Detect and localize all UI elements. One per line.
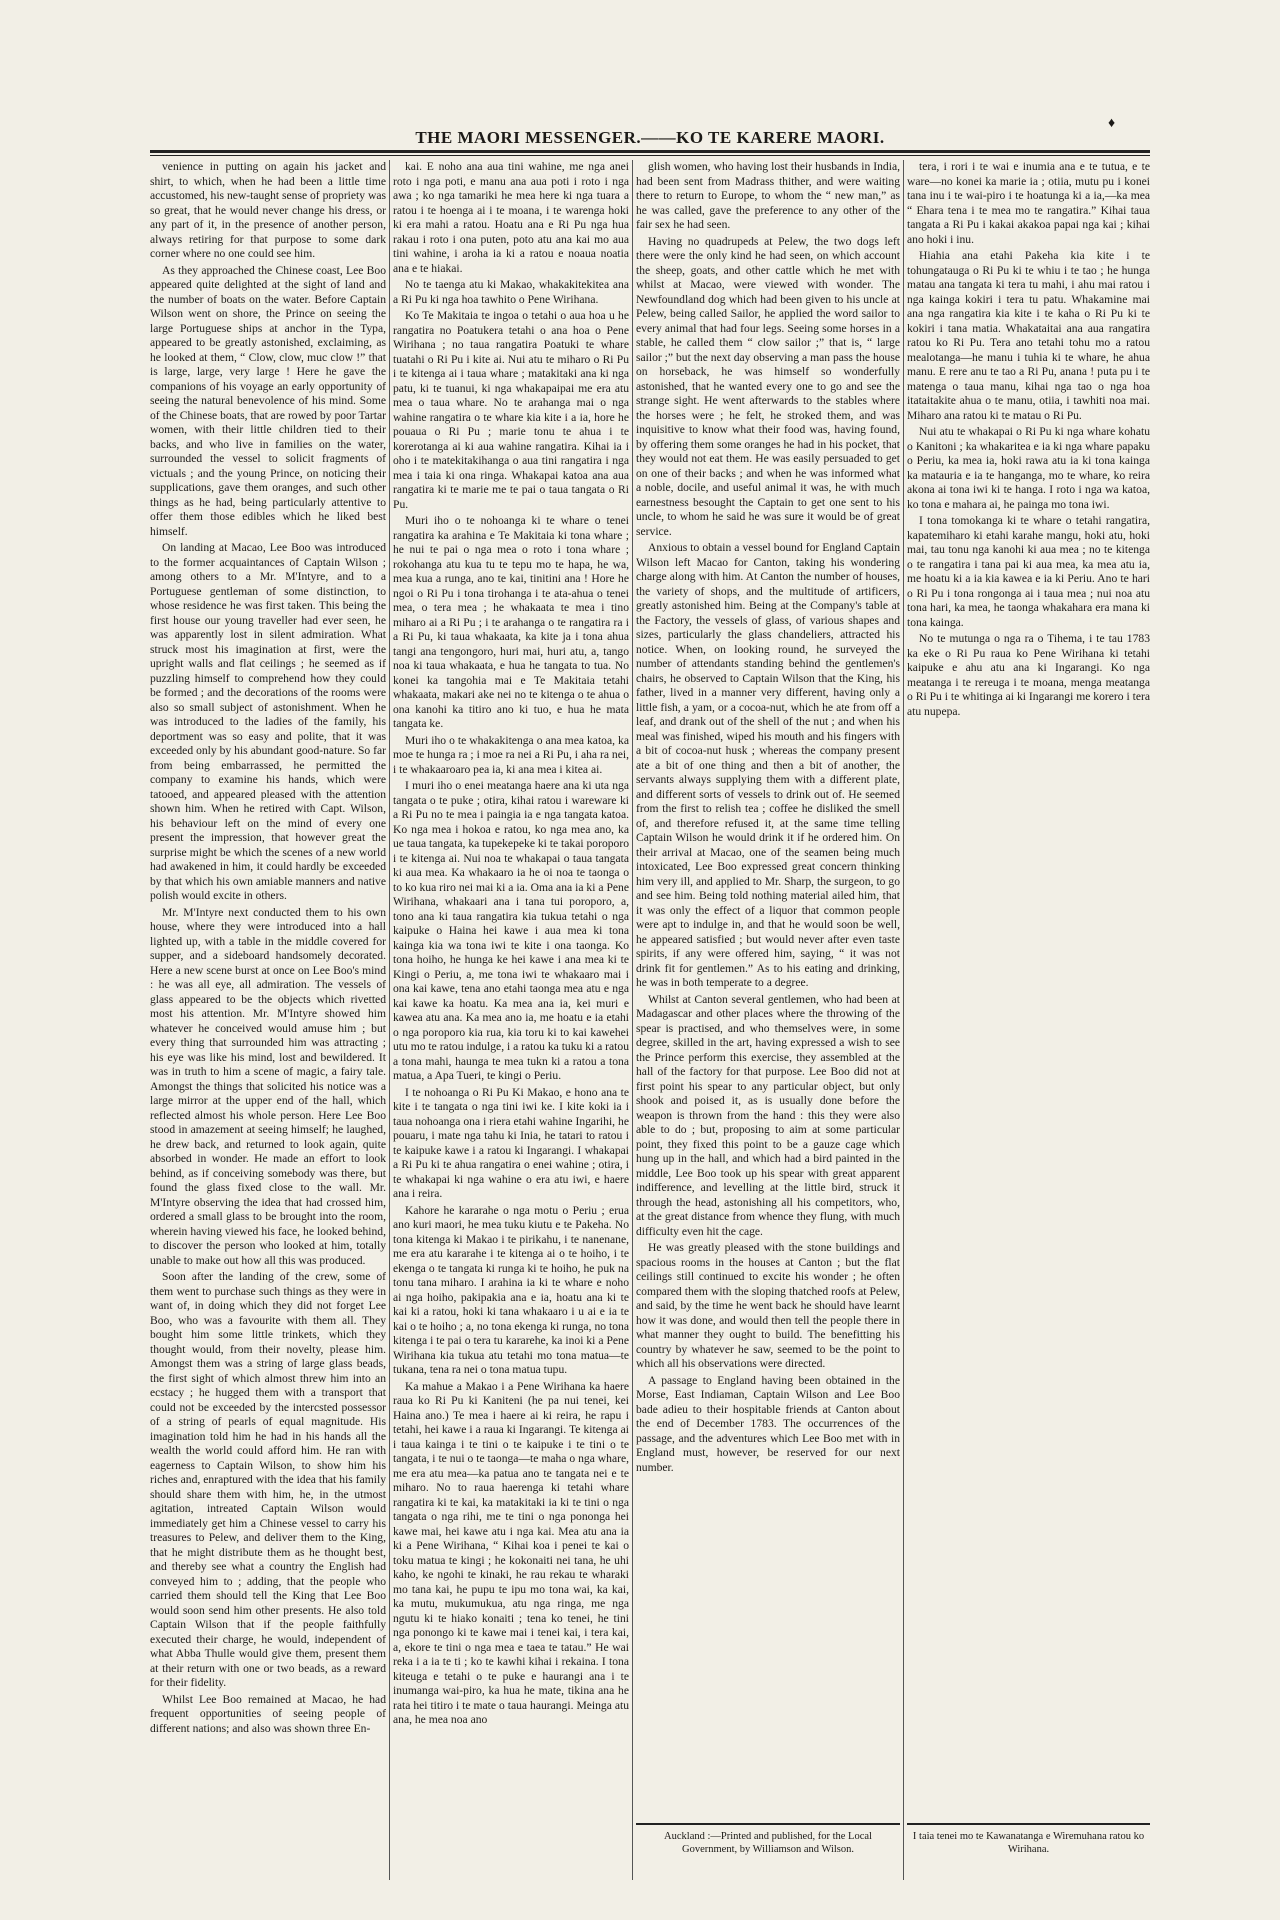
masthead-rule-thin [150,155,1150,156]
column-maori-2 [907,160,1150,820]
paragraph: venience in putting on again his jacket and shirt, to which, when he had been a little time accustomed, his new-taught sense of propriety was so great, that he would never change his dress, or any part of it, in the presence of another person, always retiring for that purpose to some dark corner where no one could see him. [150,160,386,260]
paragraph: Muri iho o te nohoanga ki te whare o tenei rangatira ka arahina e Te Makitaia ki tona whare ; he nui te pai o nga mea o roto i tona whare ; rokohanga atu kua tu te tepu mo te hapa, he wa, mea kua a runga, ano te kai, tinitini ana ! Hore he ngoi o Ri Pu i tona tirohanga i te ata-ahua o tenei mea, o tera mea ; he whakaata te mea i tino miharo ai a Ri Pu ; i te arahanga o te rangatira ra i a Ri Pu, ki taua whakaata, ka kite ja i tona ahua tangi ana tengongoro, huri mai, huri atu, a, tango noa ki taua whakaata, e hua he tangata to tua. No konei ka tangohia mai e Te Makitaia tetahi whakaata, makari ake nei no te kitenga o te ahua o ona kanohi ka titiro ano ki tuo, e hua he mata tangata ke. [393,514,629,730]
paragraph: On landing at Macao, Lee Boo was introduced to the former acquaintances of Captain Wilson ; among others to a Mr. M'Intyre, and to a Portuguese gentleman of some distinction, to whose residence he was first taken. This being the first house our young traveller had ever seen, he was apparently lost in silent admiration. What struck most his imagination at first, were the upright walls and flat ceilings ; he seemed as if puzzling himself to comprehend how they could be formed ; and the decorations of the rooms were also so small subject of astonishment. When he was introduced to the ladies of the family, his deportment was so easy and polite, that it was exceeded only by his abundant good-nature. So far from being embarrassed, he permitted the company to examine his hands, which were tatooed, and appeared pleased with the attention shown him. When he retired with Capt. Wilson, his behaviour left on the mind of every one present the impression, that however great the surprise might be which the scenes of a new world had awakened in him, it could hardly be exceeded by that which his own amiable manners and native polish would excite in others. [150,541,386,902]
paragraph: I tona tomokanga ki te whare o tetahi rangatira, kapatemiharo ki etahi karahe mangu, hoki atu, hoki mai, tau tonu nga kanohi ki aua mea ; no te kitenga o te rangatira i tana pai ki aua mea, ka mea atu ia, me hoatu ki a ia kia kawea e ia ki Periu. Ano te hari o Ri Pu i tona rongonga ai i taua mea ; nui noa atu tona hari, ka mea, he taonga whakahara era mana ki tona kainga. [907,514,1150,629]
imprint-english: Auckland :—Printed and published, for the Local Government, by Williamson and Wilson. [664,1831,872,1855]
paragraph: Hiahia ana etahi Pakeha kia kite i te tohungatauga o Ri Pu ki te whiu i te tao ; he hunga matau ana tangata ki tera tu mahi, i ahu mai ratou i nga kainga kokiri i tera tu patu. Whakamine mai ana nga rangatira kia kite i te kaha o Ri Pu ki te kokiri i tana matia. Whakataitai ana aua rangatira ratou ko Ri Pu. Tera ano tetahi tohu mo a ratou mealotanga—he manu i tuhia ki te whare, he ahua manu. E rere anu te tao a Ri Pu, anana ! puta pu i te matenga o taua manu, kihai nga tao o nga hoa itataitakite ahua o te manu, otiia, i tawhiti noa mai. Miharo ana ratou ki te matau o Ri Pu. [907,249,1150,422]
column-english-1 [150,160,386,1880]
paragraph: As they approached the Chinese coast, Lee Boo appeared quite delighted at the sight of land and the number of boats on the water. Before Captain Wilson went on shore, the Prince on seeing the large Portuguese ships at anchor in the Typa, appeared to be greatly astonished, exclaiming, as he looked at them, “ Clow, clow, muc clow !” that is large, large, very large ! Here he gave the companions of his voyage an early opportunity of seeing the natural benevolence of his mind. Some of the Chinese boats, that are rowed by poor Tartar women, with their little children tied to their backs, and who live in families on the water, surrounded the vessel to solicit fragments of victuals ; and the young Prince, on noticing their supplications, gave them oranges, and such other things as he had, being particularly attentive to offer them those edibles which he liked best himself. [150,263,386,538]
masthead-rule [150,150,1150,153]
paragraph: Nui atu te whakapai o Ri Pu ki nga whare kohatu o Kanitoni ; ka whakaritea e ia ki nga whare papaku o Periu, ka mea ia, hoki rawa atu ia ki tona kainga ka matauria e ia te hangangа, mo te whare, ko reira akona ai tona iwi ki te hanga. I roto i nga wa katoa, ko tona e mahara ai, he painga mo tona iwi. [907,425,1150,511]
paragraph: Whilst at Canton several gentlemen, who had been at Madagascar and other places where the throwing of the spear is practised, and who themselves were, in some degree, skilled in the art, having expressed a wish to see the Prince perform this exercise, they assembled at the hall of the factory for that purpose. Lee Boo did not at first point his spear to any particular object, but only shook and poised it, as is usually done before the weapon is thrown from the hand : this they were also able to do ; but, proposing to aim at some particular point, they fixed this point to be a gauze cage which hung up in the hall, and which had a bird painted in the middle, Lee Boo took up his spear with great apparent indifference, and levelling at the little bird, struck it through the head, astonishing all his competitors, who, at the great distance from whence they flung, with much difficulty even hit the cage. [636,992,900,1238]
column-divider [389,160,390,1880]
paragraph: Having no quadrupeds at Pelew, the two dogs left there were the only kind he had seen, on which account the sheep, goats, and other cattle which he met with whilst at Macao, were viewed with wonder. The Newfoundland dog which had been given to his uncle at Pelew, being called Sailor, he applied the word sailor to every animal that had four legs. Seeing some horses in a stable, he called them “ clow sailor ;” that is, “ large sailor ;” but the next day observing a man pass the house on horseback, he was himself so wonderfully astonished, that he wanted every one to go and see the strange sight. He went afterwards to the stables where the horses were ; he felt, he stroked them, and was inquisitive to know what their food was, having found, by offering them some oranges he had in his pocket, that they would not eat them. He was easily persuaded to get on one of their backs ; and when he was informed what a noble, docile, and useful animal it was, he with much earnestness besought the Captain to get one sent to his uncle, to whom he said he was sure it would be of great service. [636,234,900,538]
paragraph: Mr. M'Intyre next conducted them to his own house, where they were introduced into a hall lighted up, with a table in the middle covered for supper, and a sideboard handsomely decorated. Here a new scene burst at once on Lee Boo's mind : he was all eye, all admiration. The vessels of glass appeared to be the objects which rivetted most his attention. Mr. M'Intyre showed him whatever he conceived would amuse him ; but every thing that surrounded him was attracting ; his eye was like his mind, lost and bewildered. It was in truth to him a scene of magic, a fairy tale. Amongst the things that solicited his notice was a large mirror at the upper end of the hall, which reflected almost his whole person. Here Lee Boo stood in amazement at seeing himself; he laughed, he drew back, and returned to look again, quite absorbed in wonder. He made an effort to look behind, as if conceiving somebody was there, but found the glass fixed close to the wall. Mr. M'Intyre observing the idea that had crossed him, ordered a small glass to be brought into the room, wherein having viewed his face, he looked behind, to discover the person who looked at him, totally unable to make out how all this was produced. [150,905,386,1267]
paragraph: No te taenga atu ki Makao, whakakitekitea ana a Ri Pu ki nga hoa tawhito o Pene Wirihana. [393,278,629,306]
paragraph: I muri iho o enei meatanga haere ana ki uta nga tangata o te puke ; otira, kihai ratou i wareware ki a Ri Pu no te mea i paingia ia e nga tangata katoa. Ko nga mea i hokoa e ratou, ko nga mea ano, ka ue taua tangata, ka tupekepeke ki te takai poroporo i te kitenga ai. Nui noa te whakapai o taua tangata ki aua mea. Ka whakaaro ia he oi noa te taonga o to ko kua riro nei mai ki a ia. Oma ana ia ki a Pene Wirihana, whakaari ana i tana tui poroporo, a, tono ana ki taua rangatira kia tukua tetahi o nga kaipuke o Haina hei kawe i aua mea ki tona kainga kia wa tona iwi te kite i ona taonga. Ko tona hoiho, he hunga ke hei kawe i ana mea ki te Kingi o Periu, a, me tona iwi te whakaaro mai i ona kai kawe, tena ano etahi taonga mea atu e nga kai kawe ka hoatu. Ka mea ana ia, kei muri e kawea atu ana. Ka mea ano ia, me hoatu e ia etahi o nga poroporo kia rua, kia toru ki to kai kawehei utu mo te ratou indulge, i a ratou ka tuku ki a ratou a tona mahi, haunga te mea tukn ki a ratou a tona matua, a Apa Tueri, te kingi o Periu. [393,779,629,1082]
column-divider [903,160,904,1880]
paragraph: kai. E noho ana aua tini wahine, me nga anei roto i nga poti, e manu ana aua poti i roto i nga awa ; ko nga tamariki he mea here ki nga tuara a ratou i te hoenga ai i te moana, i te warenga hoki ki era mahi a ratou. Hoatu ana e Ri Pu nga hua rakau i roto i ona puten, poto atu ana kai mo aua tini wahine, i aroha ia ki a ratou e noaua noatia ana e te hiakai. [393,160,629,275]
paragraph: glish women, who having lost their husbands in India, had been sent from Madrass thither, and were waiting there to return to Europe, to whom the “ new man,” as he was called, gave the preference to any other of the fair sex he had seen. [636,160,900,231]
paragraph: Muri iho o te whakakitenga o ana mea katoa, ka moe te hunga ra ; i moe ra nei a Ri Pu, i aha ra nei, i te whakaaroaro pea ia, ki ana mea i kitea ai. [393,733,629,776]
imprint-rule-left [636,1823,900,1825]
paragraph: Whilst Lee Boo remained at Macao, he had frequent opportunities of seeing people of different nations; and also was shown three En- [150,1692,386,1735]
column-english-2 [636,160,900,1880]
paragraph: tera, i rori i te wai e inumia ana e te tutua, e te ware—no konei ka marie ia ; otiia, mutu pu i konei tana inu i te wai-piro i te hoatunga ki a ia,—ka mea “ Ehara tena i te mea mo te rangatira.” Kihai taua tangata a Ri Pu i kakai akakoa papai nga kai ; kihai ano hoki i inu. [907,160,1150,246]
imprint-maori: I taia tenei mo te Kawanatanga e Wiremuhana ratou ko Wirihana. [912,1831,1145,1855]
paragraph: A passage to England having been obtained in the Morse, East Indiaman, Captain Wilson and Lee Boo bade adieu to their hospitable friends at Canton about the end of December 1783. The occurrences of the passage, and the adventures which Lee Boo met with in England must, however, be reserved for our next number. [636,1373,900,1474]
paragraph: Ka mahue a Makao i a Pene Wirihana ka haere raua ko Ri Pu ki Kaniteni (he pa nui tenei, kei Haina ano.) Te mea i haere ai ki reira, he rapu i tetahi, hei kawe i a raua ki Ingarangi. Te kitenga ai i taua kainga i te tini o te kaipuke i te tini o te tangata, i te nui o te taonga—te maha o nga whare, me era atu mea—ka patua ano te tangata nei e te miharo. No to raua haerenga ki tetahi whare rangatira ki te kai, ka matakitaki ia ki te tini o nga tangata o nga rihi, me te tini o nga pononga hei kawe mai, hei kawe atu i nga kai. Mea atu ana ia ki a Pene Wirihana, “ Kihai koa i penei te kai o toku matua te kingi ; he kokonaiti nei tana, he uhi kaho, ke ngohi te kinaki, he rau rekau te wharaki mo tana kai, he pupu te ipu mo tona wai, ka kai, ka mutu, mukumukua, atu nga ringa, me nga ngutu ki te hiako konaiti ; tena ko tenei, he tini nga ponongo ki te kawe mai i tenei kai, i tera kai, a, ekore te tini o nga mea e taea te tatau.” He wai reka i a ia te ti ; ko te kawhi kihai i rekaina. I tona kiteuga e tetahi o te puke e haurangi ana i te inumanga wai-piro, ka hua he mate, tikina ana he rata hei titiro i te mate o taua haurangi. Meinga atu ana, he mea noa ano [393,1379,629,1726]
paragraph: Kahore he kararahe o nga motu o Periu ; erua ano kuri maori, he mea tuku kiutu e te Pakeha. No tona kitenga ki Makao i te pirikahu, i te nanenane, me era atu kararahe i te kitenga ai o te hoiho, i te ekenga o te tangata ki runga ki te hoiho, he puk na tonu tana miharo. I arahina ia ki te whare e noho ai nga hoiho, pakipakia ana e ia, hoatu ana ki te kai ki a ratou, hoki ki tana whakaaro i u ai e ia te kai o te hoiho ; a, no tona ekenga ki runga, no tona kitenga i te pai o tera tu kararehe, ka inoi ki a Pene Wirihana kia tukua atu tetahi mo tona matua—te tukana, tena ra nei o tona matua tupu. [393,1203,629,1376]
paragraph: I te nohoanga o Ri Pu Ki Makao, e hono ana te kite i te tangata o nga tini iwi ke. I kite koki ia i taua nohoanga ona i riera etahi wahine Ingarihi, he pouaru, i mate nga tahu ki Inia, he tatari to ratou i te kaipuke kawe i a ratou ki Ingarangi. I whakapai a Ri Pu ki te ahua rangatira o enei wahine ; otira, i te whakapai ki nga wahine o era atu iwi, e haere ana i reira. [393,1085,629,1200]
page-mark: ♦ [1108,116,1116,131]
paragraph: Soon after the landing of the crew, some of them went to purchase such things as they were in want of, in doing which they did not forget Lee Boo, who was a favourite with them all. They bought him some little trinkets, which they thought would, from their novelty, please him. Amongst them was a string of large glass beads, the first sight of which almost threw him into an ecstacy ; he hugged them with a transport that could not be exceeded by the intercsted possessor of a string of pearls of equal magnitude. His imagination told him he had in his hands all the wealth the world could afford him. He ran with eagerness to Captain Wilson, to show him his riches and, enraptured with the idea that his family should share them with him, he, in the utmost agitation, intreated Captain Wilson would immediately get him a Chinese vessel to carry his treasures to Pelew, and deliver them to the King, that he might distribute them as he thought best, and thereby see what a country the English had conveyed him to ; adding, that the people who carried them should tell the King that Lee Boo would soon send him other presents. He also told Captain Wilson that if the people faithfully executed their charge, he would, independent of what Abba Thulle would give them, present them at their return with one or two beads, as a reward for their fidelity. [150,1270,386,1689]
paragraph: He was greatly pleased with the stone buildings and spacious rooms in the houses at Canton ; but the flat ceilings still continued to excite his wonder ; he often compared them with the sloping thatched roofs at Pelew, and said, by the time he went back he should have learnt how it was done, and would then tell the people there in what manner they ought to build. The benefitting his country by whatever he saw, seemed to be the point to which all his observations were directed. [636,1241,900,1370]
masthead: THE MAORI MESSENGER.——KO TE KARERE MAORI. [415,128,885,147]
column-divider [632,160,633,1880]
imprint-rule-right [907,1823,1150,1825]
paragraph: Anxious to obtain a vessel bound for England Captain Wilson left Macao for Canton, taking his wondering charge along with him. At Canton the number of houses, the variety of shops, and the multitude of artificers, greatly astonished him. Being at the Company's table at the Factory, the vessels of glass, of various shapes and sizes, particularly the glass chandeliers, attracted his notice. When, on looking round, he surveyed the number of attendants standing behind the gentlemen's chairs, he observed to Captain Wilson that the King, his father, lived in a manner very different, having only a little fish, a yam, or a cocoa-nut, which he ate from off a leaf, and drank out of the shell of the nut ; and when his meal was finished, wiped his mouth and his fingers with a bit of cocoa-nut husk ; whereas the company present ate a bit of one thing and then a bit of another, the servants always supplying them with a different plate, and different sorts of vessels to drink out of. He seemed from the first to relish tea ; coffee he disliked the smell of, and therefore refused it, at the same time telling Captain Wilson he would drink it if he ordered him. On their arrival at Macao, one of the seamen being much intoxicated, Lee Boo expressed great concern thinking him very ill, and applied to Mr. Sharp, the surgeon, to go and see him. Being told nothing material ailed him, that it was only the effect of a liquor that common people were apt to indulge in, and that he would soon be well, he appeared satisfied ; but would never after even taste spirits, if any were offered him, saying, “ it was not drink fit for gentlemen.” As to his eating and drinking, he was in both temperate to a degree. [636,541,900,989]
paragraph: No te mutunga o nga ra o Tihema, i te tau 1783 ka eke o Ri Pu raua ko Pene Wirihana ki tetahi kaipuke e ahu atu ana ki Ingarangi. Ko nga meatanga i te rereuga i te moana, menga meatanga o Ri Pu i te whitinga ai ki Ingarangi me korero i tera atu nupepa. [907,632,1150,718]
paragraph: Ko Te Makitaia te ingoa o tetahi o aua hoa u he rangatira no Poatukera tetahi o ana hoa o Pene Wirihana ; no taua rangatira Poatuki te whare tuatahi o Ri Pu i kite ai. Nui atu te miharo o Ri Pu i te kitenga ai i taua whare ; matakitaki ana ki nga patu, ki te tuanui, ki nga whakapaipai me era atu mea o taua whare. No te arahanga mai o nga wahine rangatira o te whare kia kite i a ia, hore he pouaua o Ri Pu ; marie tonu te ahua i te korerotanga ai ki aua wahine rangatira. Kihai ia i oho i te matekitakihanga o aua tini rangatira i nga mea i taia ki ona ringa. Whakapai katoa ana aua rangatira ki te marie me te pai o taua tangata o Ri Pu. [393,309,629,511]
column-maori-1 [393,160,629,1880]
